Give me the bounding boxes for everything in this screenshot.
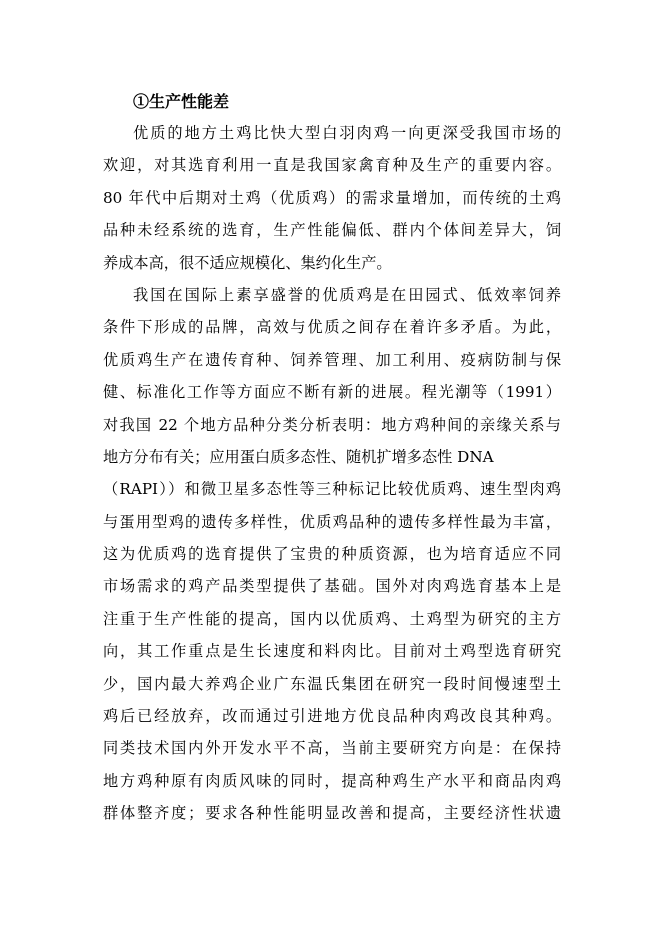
paragraph-line: 少，国内最大养鸡企业广东温氏集团在研究一段时间慢速型土	[103, 674, 561, 693]
paragraph-line: 养成本高，很不适应规模化、集约化生产。	[103, 253, 392, 272]
paragraph-line: 条件下形成的品牌，高效与优质之间存在着许多矛盾。为此，	[103, 318, 561, 337]
paragraph-line: 我国在国际上素享盛誉的优质鸡是在田园式、低效率饲养	[133, 285, 561, 304]
paragraph-line: 群体整齐度；要求各种性能明显改善和提高，主要经济性状遗	[103, 804, 561, 823]
paragraph-line: 这为优质鸡的选育提供了宝贵的种质资源，也为培育适应不同	[103, 545, 561, 564]
section-heading: ①生产性能差	[133, 92, 230, 111]
paragraph-line: 品种未经系统的选育，生产性能偏低、群内个体间差异大，饲	[103, 221, 561, 240]
paragraph-line: 地方鸡种原有肉质风味的同时，提高种鸡生产水平和商品肉鸡	[103, 771, 561, 790]
paragraph-line: 市场需求的鸡产品类型提供了基础。国外对肉鸡选育基本上是	[103, 577, 561, 596]
paragraph-line: 同类技术国内外开发水平不高，当前主要研究方向是：在保持	[103, 739, 561, 758]
paragraph-line: 80 年代中后期对土鸡（优质鸡）的需求量增加，而传统的土鸡	[103, 188, 561, 207]
paragraph-line: 向，其工作重点是生长速度和料肉比。目前对土鸡型选育研究	[103, 642, 561, 661]
paragraph-line: 地方分布有关；应用蛋白质多态性、随机扩增多态性 DNA	[103, 447, 494, 466]
paragraph-line: 与蛋用型鸡的遗传多样性，优质鸡品种的遗传多样性最为丰富，	[103, 512, 561, 531]
paragraph-line: 鸡后已经放弃，改而通过引进地方优良品种肉鸡改良其种鸡。	[103, 707, 561, 726]
paragraph-line: 优质鸡生产在遗传育种、饲养管理、加工利用、疫病防制与保	[103, 350, 561, 369]
body-text	[103, 122, 561, 835]
paragraph-line: 对我国 22 个地方品种分类分析表明：地方鸡种间的亲缘关系与	[103, 415, 561, 434]
paragraph-line: 优质的地方土鸡比快大型白羽肉鸡一向更深受我国市场的	[133, 124, 561, 142]
paragraph-line: 欢迎，对其选育利用一直是我国家禽育种及生产的重要内容。	[103, 156, 561, 175]
paragraph-line: 健、标准化工作等方面应不断有新的进展。程光潮等（1991）	[103, 383, 561, 402]
paragraph-line: （RAPI））和微卫星多态性等三种标记比较优质鸡、速生型肉鸡	[103, 480, 561, 499]
paragraph-line: 注重于生产性能的提高，国内以优质鸡、土鸡型为研究的主方	[103, 609, 561, 628]
